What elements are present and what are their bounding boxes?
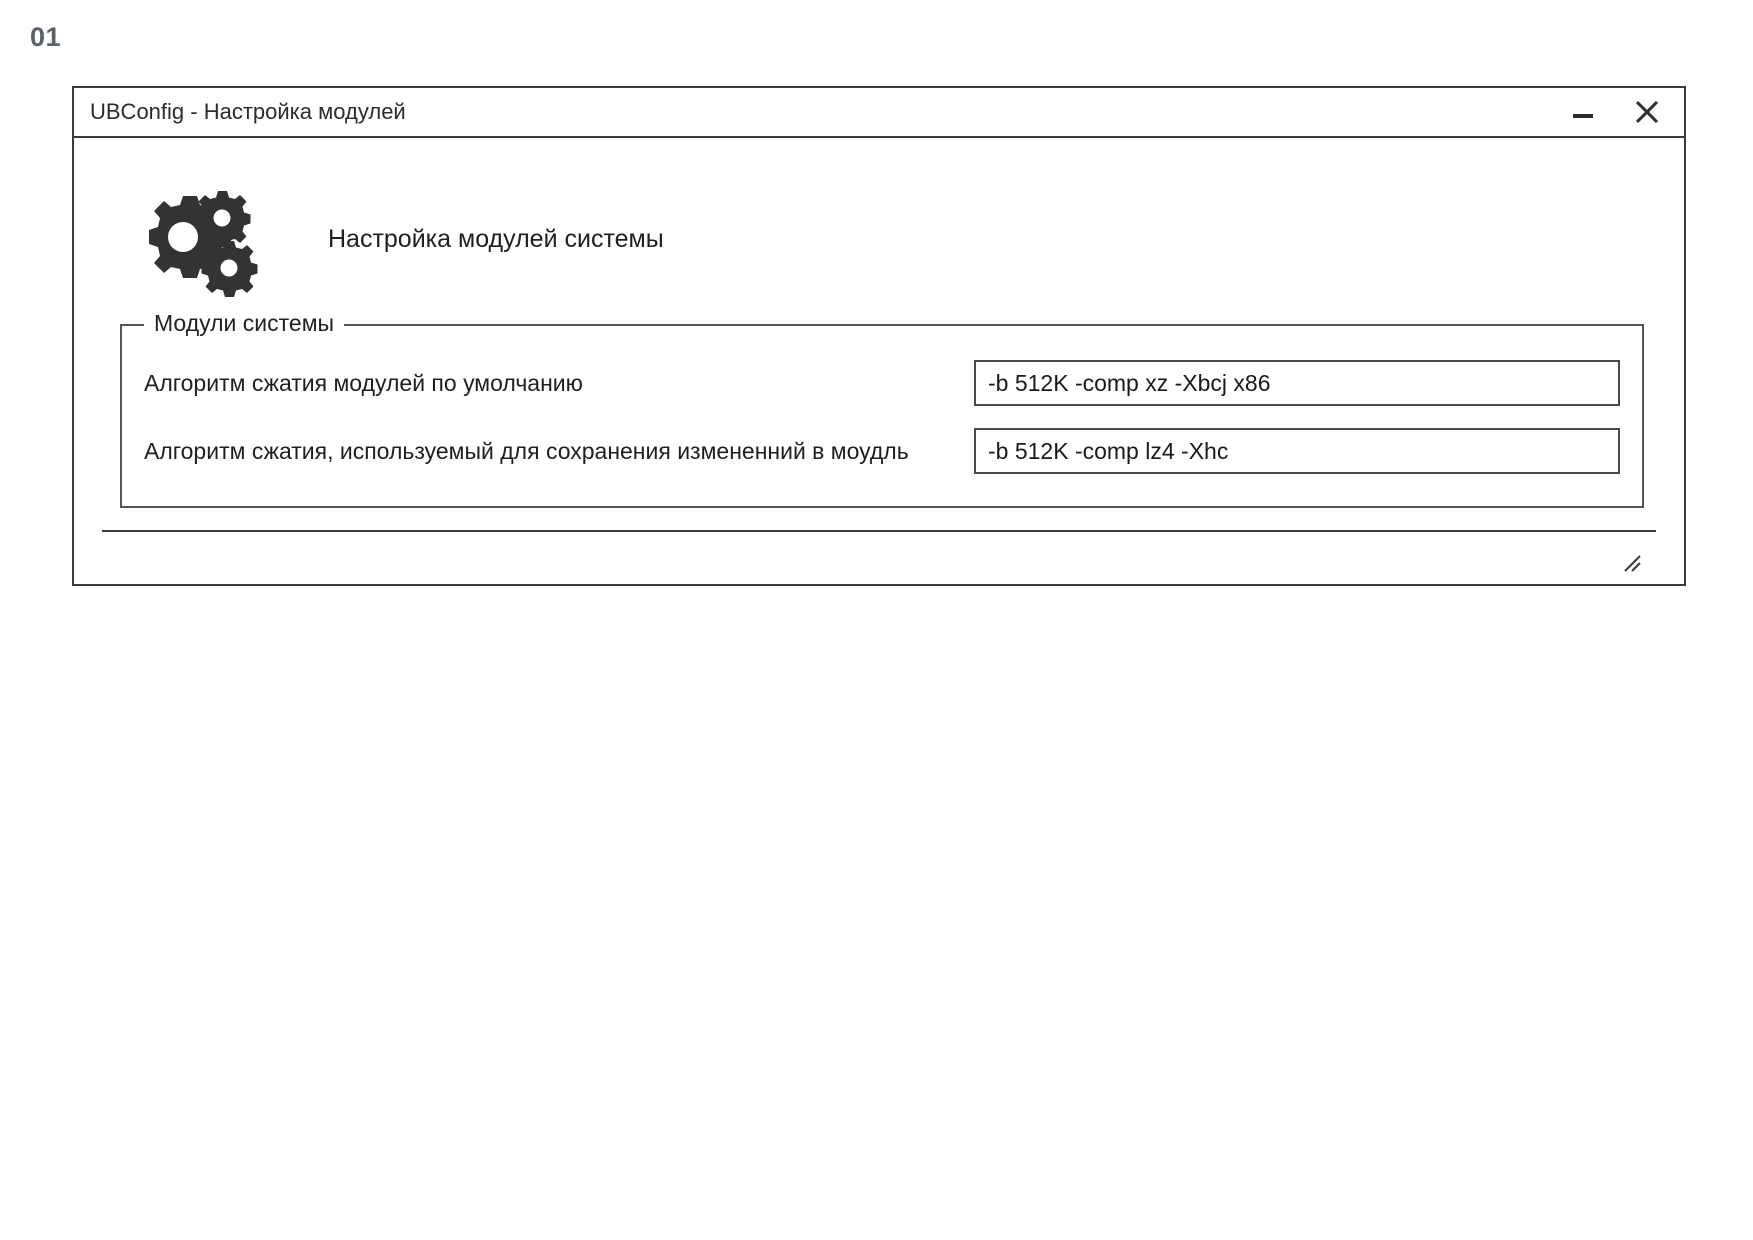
default-compression-label: Алгоритм сжатия модулей по умолчанию — [144, 369, 583, 396]
save-compression-label: Алгоритм сжатия, используемый для сохранения измененний в моудль — [144, 437, 909, 464]
default-compression-row — [144, 360, 1620, 406]
save-compression-input[interactable] — [974, 428, 1620, 474]
ubconfig-window — [72, 86, 1686, 586]
window-titlebar[interactable] — [74, 88, 1684, 138]
window-controls — [1568, 97, 1670, 127]
header-title: Настройка модулей системы — [328, 224, 664, 253]
window-statusbar — [102, 530, 1656, 584]
default-compression-input[interactable] — [974, 360, 1620, 406]
gears-icon — [126, 179, 266, 299]
group-legend: Модули системы — [144, 310, 344, 337]
resize-grip-icon[interactable] — [1618, 550, 1644, 576]
header-row — [102, 164, 1656, 314]
system-modules-group — [120, 310, 1644, 508]
close-icon[interactable] — [1632, 97, 1662, 127]
minimize-icon[interactable] — [1568, 97, 1598, 127]
window-body — [74, 138, 1684, 584]
window-title: UBConfig - Настройка модулей — [90, 99, 406, 124]
save-compression-row — [144, 428, 1620, 474]
page-index-label: 01 — [30, 22, 62, 52]
